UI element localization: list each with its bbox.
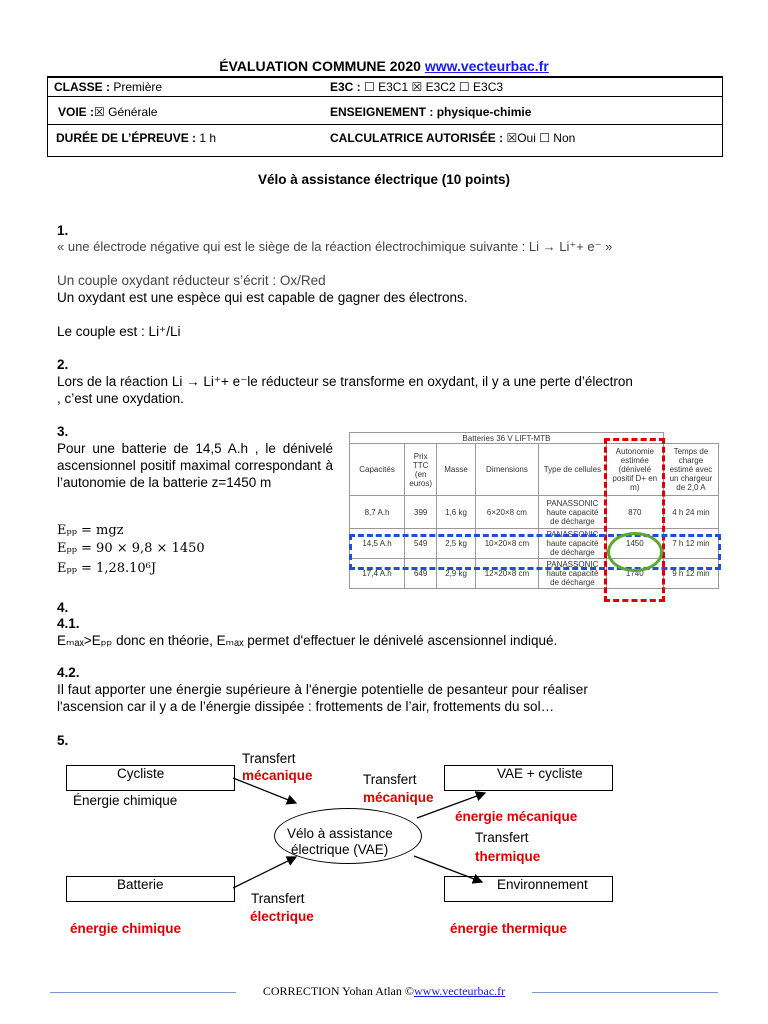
q4-number: 4. (57, 600, 69, 615)
calc-value: ☒Oui ☐ Non (506, 131, 576, 145)
q3-eq1: Eₚₚ = mgz (57, 523, 124, 538)
table-cell: 8,7 A.h (350, 496, 405, 529)
mecanique-label-1: mécanique (242, 768, 313, 783)
q1-line2: Un oxydant est une espèce qui est capable de gagner des électrons. (57, 290, 468, 305)
duree-value: 1 h (199, 131, 217, 145)
table-header: Masse (437, 444, 475, 496)
table-cell: PANASSONIC haute capacité de décharge (539, 529, 607, 559)
energie-chimique-label-2: énergie chimique (70, 921, 182, 936)
table-cell: 9 h 12 min (663, 559, 718, 589)
table-title: Batteries 36 V LIFT-MTB (350, 433, 664, 444)
mecanique-label-2: mécanique (363, 790, 434, 805)
q1-number: 1. (57, 223, 69, 238)
enseignement-value: physique-chimie (436, 105, 532, 119)
q2-line2: , c’est une oxydation. (57, 391, 184, 406)
footer-link[interactable]: www.vecteurbac.fr (413, 984, 506, 998)
q1-line3: Le couple est : Li⁺/Li (57, 324, 181, 339)
transfert-label-2: Transfert (363, 772, 417, 787)
q4-text2a: Il faut apporter une énergie supérieure à l'énergie potentielle de pesanteur pour réaliser (57, 682, 588, 697)
q4-sub2: 4.2. (57, 665, 80, 680)
transfert-label-3: Transfert (475, 830, 529, 845)
q3-eq3: Eₚₚ = 1,28.10⁶J (57, 561, 157, 576)
table-header: Prix TTC (en euros) (405, 444, 437, 496)
arrow-vae-to-vaecycliste (417, 793, 485, 818)
table-header: Type de cellules (539, 444, 607, 496)
table-cell: 870 (606, 496, 663, 529)
table-cell: 2,9 kg (437, 559, 475, 589)
q1-quote: « une électrode négative qui est le siège de la réaction électrochimique suivante : Li → Li⁺+ e⁻ » (57, 239, 613, 254)
table-cell: PANASSONIC haute capacité de décharge (539, 496, 607, 529)
voie-value: ☒ Générale (94, 105, 158, 119)
q3-eq2: Eₚₚ = 90 × 9,8 × 1450 (57, 541, 205, 556)
energie-thermique-label: énergie thermique (450, 921, 568, 936)
q4-text2b: l'ascension car il y a de l’énergie dissipée : frottements de l’air, frottements du sol… (57, 699, 555, 714)
cycliste-label: Cycliste (117, 766, 165, 781)
q2-number: 2. (57, 357, 69, 372)
table-cell: 4 h 24 min (663, 496, 718, 529)
duree-label: DURÉE DE L’ÉPREUVE : (56, 131, 197, 145)
table-cell: 399 (405, 496, 437, 529)
electrique-label: électrique (250, 909, 314, 924)
vae-cycliste-label: VAE + cycliste (497, 766, 583, 781)
environnement-label: Environnement (497, 877, 588, 892)
table-cell: PANASSONIC haute capacité de décharge (539, 559, 607, 589)
e3c-label: E3C : (330, 80, 361, 94)
table-header: Capacités (350, 444, 405, 496)
table-cell: 10×20×8 cm (475, 529, 538, 559)
q2-line1: Lors de la réaction Li → Li⁺+ e⁻le réducteur se transforme en oxydant, il y a une perte d’électron (57, 374, 633, 389)
classe-label: CLASSE : (54, 80, 111, 94)
energie-chimique-label-1: Énergie chimique (73, 793, 178, 808)
q4-sub1: 4.1. (57, 616, 80, 631)
table-cell: 649 (405, 559, 437, 589)
doc-title: Vélo à assistance électrique (10 points) (257, 172, 511, 187)
table-header: Autonomie estimée (dénivelé positif D+ en m) (606, 444, 663, 496)
footer-text: CORRECTION Yohan Atlan © (262, 984, 414, 998)
arrow-cycliste-to-vae (233, 778, 296, 803)
energie-mecanique-label: énergie mécanique (455, 809, 578, 824)
table-cell: 2,5 kg (437, 529, 475, 559)
batterie-label: Batterie (117, 877, 164, 892)
site-link[interactable]: www.vecteurbac.fr (424, 58, 549, 74)
table-header: Temps de charge estimé avec un chargeur de 2,0 A (663, 444, 718, 496)
table-cell: 7 h 12 min (663, 529, 718, 559)
e3c-options: ☐ E3C1 ☒ E3C2 ☐ E3C3 (364, 80, 504, 94)
arrow-vae-to-environnement (414, 856, 482, 882)
transfert-label-4: Transfert (251, 891, 305, 906)
q3-number: 3. (57, 424, 69, 439)
q4-text1: Eₘₐₓ>Eₚₚ donc en théorie, Eₘₐₓ permet d'effectuer le dénivelé ascensionnel indiqué. (57, 633, 558, 648)
table-cell: 6×20×8 cm (475, 496, 538, 529)
table-header: Dimensions (475, 444, 538, 496)
classe-value: Première (113, 80, 163, 94)
arrow-batterie-to-vae (233, 857, 296, 888)
table-cell: 14,5 A.h (350, 529, 405, 559)
q1-line1: Un couple oxydant réducteur s’écrit : Ox/Red (57, 273, 326, 288)
center-line1: Vélo à assistance (287, 826, 393, 841)
table-cell: 549 (405, 529, 437, 559)
table-cell: 1,6 kg (437, 496, 475, 529)
q3-text: Pour une batterie de 14,5 A.h , le dénivelé ascensionnel positif maximal correspondant à l’autonomie de la batterie z=1450 m (57, 441, 333, 490)
enseignement-label: ENSEIGNEMENT : (330, 105, 434, 119)
calc-label: CALCULATRICE AUTORISÉE : (330, 131, 504, 145)
title-text: ÉVALUATION COMMUNE 2020 (219, 58, 421, 74)
table-cell: 1740 (606, 559, 663, 589)
transfert-label-1: Transfert (242, 751, 296, 766)
thermique-label: thermique (475, 849, 541, 864)
table-cell: 17,4 A.h (350, 559, 405, 589)
center-line2: électrique (VAE) (291, 842, 389, 857)
q5-number: 5. (57, 733, 69, 748)
footer (0, 984, 768, 999)
voie-label: VOIE : (58, 105, 95, 119)
table-cell: 12×20×8 cm (475, 559, 538, 589)
table-cell: 1450 (606, 529, 663, 559)
